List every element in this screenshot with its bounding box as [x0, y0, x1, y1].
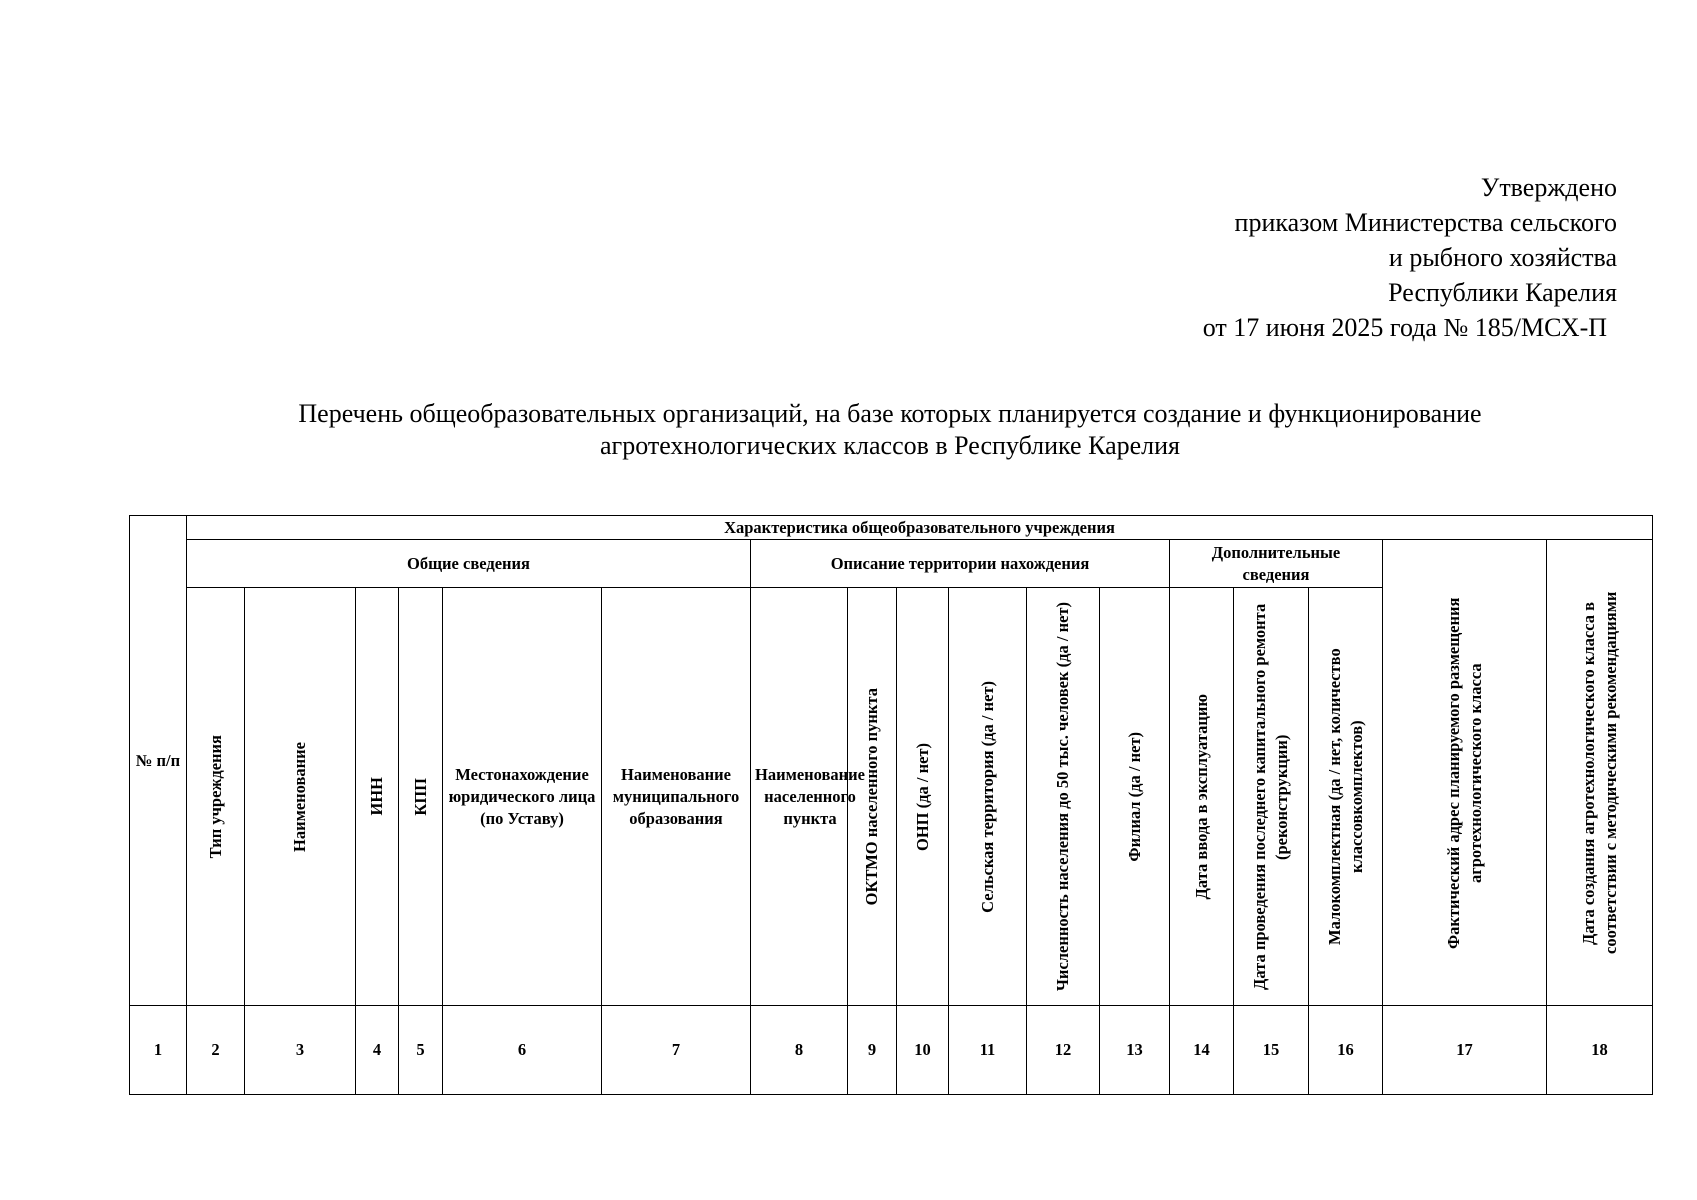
- column-header: Сельская территория (да / нет): [977, 680, 997, 913]
- number-cell: 9: [848, 1006, 897, 1095]
- header-cell: [1027, 588, 1100, 1006]
- approval-block: [1203, 170, 1617, 345]
- number-cell: 16: [1309, 1006, 1383, 1095]
- number-cell: 4: [356, 1006, 399, 1095]
- territory-label: Описание территории нахождения: [830, 553, 1090, 573]
- header-cell: [897, 588, 949, 1006]
- header-cell: [1309, 588, 1383, 1006]
- column-header: Малокомплектная (да / нет, количество классовкомплектов): [1324, 648, 1366, 945]
- header-additional: [1170, 540, 1383, 588]
- additional-label: Дополнительные сведения: [1211, 542, 1341, 584]
- column-header: Численность населения до 50 тыс. человек (да / нет): [1053, 601, 1072, 992]
- characteristic-label: Характеристика общеобразовательного учреждения: [724, 517, 1115, 537]
- column-header: Дата ввода в эксплуатацию: [1191, 693, 1211, 900]
- approval-line: Утверждено: [1480, 173, 1617, 202]
- column-header: КПП: [410, 777, 430, 816]
- approval-line: от 17 июня 2025 года № 185/МСХ-П: [1202, 313, 1607, 342]
- number-cell: 12: [1027, 1006, 1100, 1095]
- header-cell: [356, 588, 399, 1006]
- number-cell: 6: [443, 1006, 602, 1095]
- column-header: ОКТМО населенного пункта: [862, 687, 881, 906]
- approval-line: приказом Министерства сельского: [1234, 208, 1617, 237]
- header-cell: [602, 588, 751, 1006]
- header-cell: [399, 588, 443, 1006]
- approval-line: и рыбного хозяйства: [1388, 243, 1617, 272]
- column-header: ОНП (да / нет): [912, 742, 932, 851]
- approval-line: Республики Карелия: [1388, 278, 1617, 307]
- document-title: [130, 398, 1650, 462]
- column-header: Филиал (да / нет): [1124, 731, 1144, 862]
- column-header: Фактический адрес планируемого размещения агротехнологического класса: [1443, 596, 1485, 949]
- number-cell: 13: [1100, 1006, 1170, 1095]
- header-cell: [1100, 588, 1170, 1006]
- column-header: Наименование муниципального образования: [612, 764, 740, 828]
- number-cell: 8: [751, 1006, 848, 1095]
- number-cell: 3: [245, 1006, 356, 1095]
- header-cell: [1234, 588, 1309, 1006]
- header-cell: [1383, 540, 1547, 1006]
- number-cell: 5: [399, 1006, 443, 1095]
- header-characteristic: [187, 516, 1653, 540]
- header-cell: [443, 588, 602, 1006]
- header-cell: [751, 588, 865, 1006]
- header-general: [187, 540, 751, 588]
- column-header: № п/п: [135, 750, 181, 770]
- header-cell: [1170, 588, 1234, 1006]
- header-territory: [751, 540, 1170, 588]
- general-label: Общие сведения: [407, 553, 530, 573]
- header-cell: [1547, 540, 1653, 1006]
- number-cell: 15: [1234, 1006, 1309, 1095]
- number-cell: 10: [897, 1006, 949, 1095]
- title-line: агротехнологических классов в Республике Карелия: [599, 431, 1180, 460]
- header-cell: [130, 516, 187, 1006]
- number-cell: 14: [1170, 1006, 1234, 1095]
- column-header: ИНН: [367, 777, 386, 816]
- organizations-table: [129, 515, 1653, 1095]
- column-header: Наименование: [290, 741, 309, 852]
- number-cell: 17: [1383, 1006, 1547, 1095]
- header-cell: [245, 588, 356, 1006]
- header-cell: [949, 588, 1027, 1006]
- number-cell: 18: [1547, 1006, 1653, 1095]
- column-header: Дата проведения последнего капитального ремонта (реконструкции): [1250, 603, 1291, 990]
- column-header: Тип учреждения: [205, 734, 225, 859]
- column-header: Дата создания агротехнологического класса в соответствии с методическими рекомендациями: [1578, 591, 1620, 954]
- number-cell: 7: [602, 1006, 751, 1095]
- header-cell: [187, 588, 245, 1006]
- column-header: Наименование населенного пункта: [755, 764, 865, 828]
- title-line: Перечень общеобразовательных организаций, на базе которых планируется создание и функционирование: [298, 399, 1482, 428]
- column-header: Местонахождение юридического лица (по Уставу): [448, 764, 596, 828]
- number-cell: 11: [949, 1006, 1027, 1095]
- number-cell: 2: [187, 1006, 245, 1095]
- number-cell: 1: [130, 1006, 187, 1095]
